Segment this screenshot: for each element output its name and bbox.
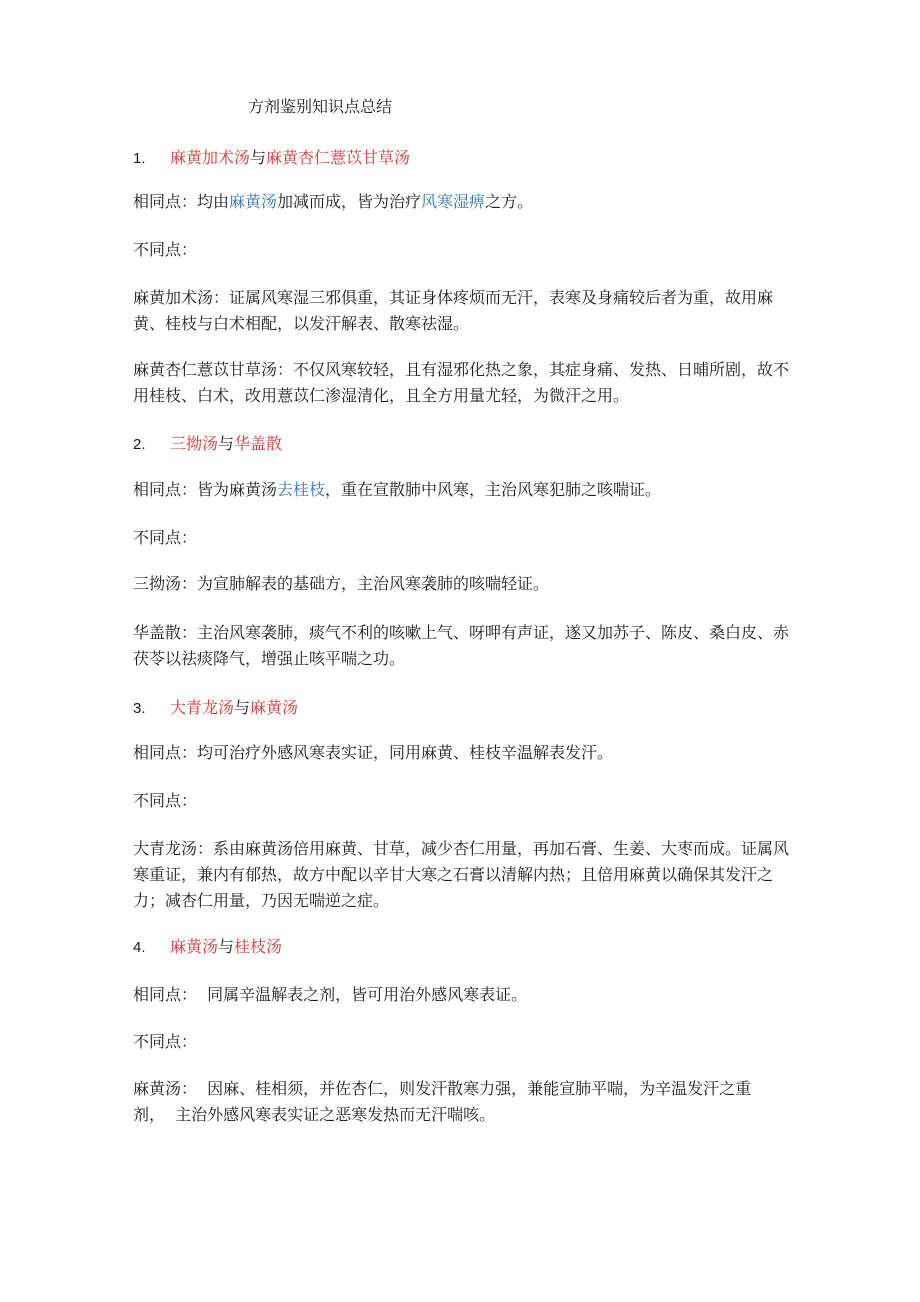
section-number: 3. bbox=[133, 700, 146, 717]
difference-label-1: 不同点： bbox=[133, 240, 198, 259]
formula-name: 大青龙汤 bbox=[170, 698, 235, 717]
difference-detail: 华盖散：主治风寒袭肺，痰气不利的咳嗽上气、呀呷有声证，遂又加苏子、陈皮、桑白皮、赤茯苓以祛痰降气，增强止咳平喘之功。 bbox=[133, 623, 790, 668]
text-run: 相同点：皆为麻黄汤 bbox=[133, 480, 278, 499]
difference-label-2: 不同点： bbox=[133, 528, 198, 547]
text-run: 相同点：均可治疗外感风寒表实证，同用麻黄、桂枝辛温解表发汗。 bbox=[133, 743, 614, 762]
difference-detail: 麻黄杏仁薏苡甘草汤：不仅风寒较轻，且有湿邪化热之象，其症身痛、发热、日晡所剧，故不用桂枝、白术，改用薏苡仁渗湿清化，且全方用量尤轻，为微汗之用。 bbox=[133, 360, 790, 405]
text-run: 之方。 bbox=[485, 192, 534, 211]
text-run: 相同点：均由 bbox=[133, 192, 230, 211]
similarity-paragraph-3 bbox=[133, 740, 795, 766]
text-run: 加减而成，皆为治疗 bbox=[277, 192, 422, 211]
highlight-term: 麻黄汤 bbox=[229, 192, 278, 211]
formula-name: 华盖散 bbox=[234, 434, 283, 453]
formula-name: 桂枝汤 bbox=[234, 937, 283, 956]
difference-detail: 麻黄汤： 因麻、桂相须，并佐杏仁，则发汗散寒力强，兼能宣肺平喘，为辛温发汗之重剂， 主治外感风寒表实证之恶寒发热而无汗喘咳。 bbox=[133, 1079, 752, 1124]
section-heading-1 bbox=[133, 146, 410, 171]
section-heading-2 bbox=[133, 432, 282, 457]
difference-label-4: 不同点： bbox=[133, 1032, 198, 1051]
difference-detail: 麻黄加术汤：证属风寒湿三邪俱重，其证身体疼烦而无汗，表寒及身痛较后者为重，故用麻黄、桂枝与白术相配，以发汗解表、散寒祛湿。 bbox=[133, 288, 774, 333]
section-number: 1. bbox=[133, 150, 146, 167]
difference-detail: 大青龙汤：系由麻黄汤倍用麻黄、甘草，减少杏仁用量，再加石膏、生姜、大枣而成。证属风寒重证，兼内有郁热，故方中配以辛甘大寒之石膏以清解内热；且倍用麻黄以确保其发汗之力；减杏仁用量，乃因无喘逆之症。 bbox=[133, 839, 790, 910]
section-number: 2. bbox=[133, 436, 146, 453]
similarity-paragraph-1 bbox=[133, 189, 795, 215]
section-number: 4. bbox=[133, 939, 146, 956]
formula-name: 麻黄汤 bbox=[250, 698, 299, 717]
joiner-text: 与 bbox=[234, 698, 251, 717]
joiner-text: 与 bbox=[250, 148, 267, 167]
text-run: ，重在宣散肺中风寒，主治风寒犯肺之咳喘证。 bbox=[325, 480, 662, 499]
difference-label-3: 不同点： bbox=[133, 791, 198, 810]
highlight-term: 去桂枝 bbox=[277, 480, 326, 499]
joiner-text: 与 bbox=[218, 937, 235, 956]
formula-name: 麻黄杏仁薏苡甘草汤 bbox=[266, 148, 411, 167]
similarity-paragraph-4 bbox=[133, 982, 795, 1008]
section-heading-4 bbox=[133, 935, 282, 960]
formula-name: 三拗汤 bbox=[170, 434, 219, 453]
text-run: 相同点： 同属辛温解表之剂，皆可用治外感风寒表证。 bbox=[133, 985, 528, 1004]
joiner-text: 与 bbox=[218, 434, 235, 453]
document-title: 方剂鉴别知识点总结 bbox=[248, 97, 393, 116]
difference-detail: 三拗汤：为宣肺解表的基础方，主治风寒袭肺的咳喘轻证。 bbox=[133, 574, 550, 593]
formula-name: 麻黄汤 bbox=[170, 937, 219, 956]
formula-name: 麻黄加术汤 bbox=[170, 148, 251, 167]
section-heading-3 bbox=[133, 696, 298, 721]
similarity-paragraph-2 bbox=[133, 477, 795, 503]
highlight-term: 风寒湿痹 bbox=[421, 192, 486, 211]
